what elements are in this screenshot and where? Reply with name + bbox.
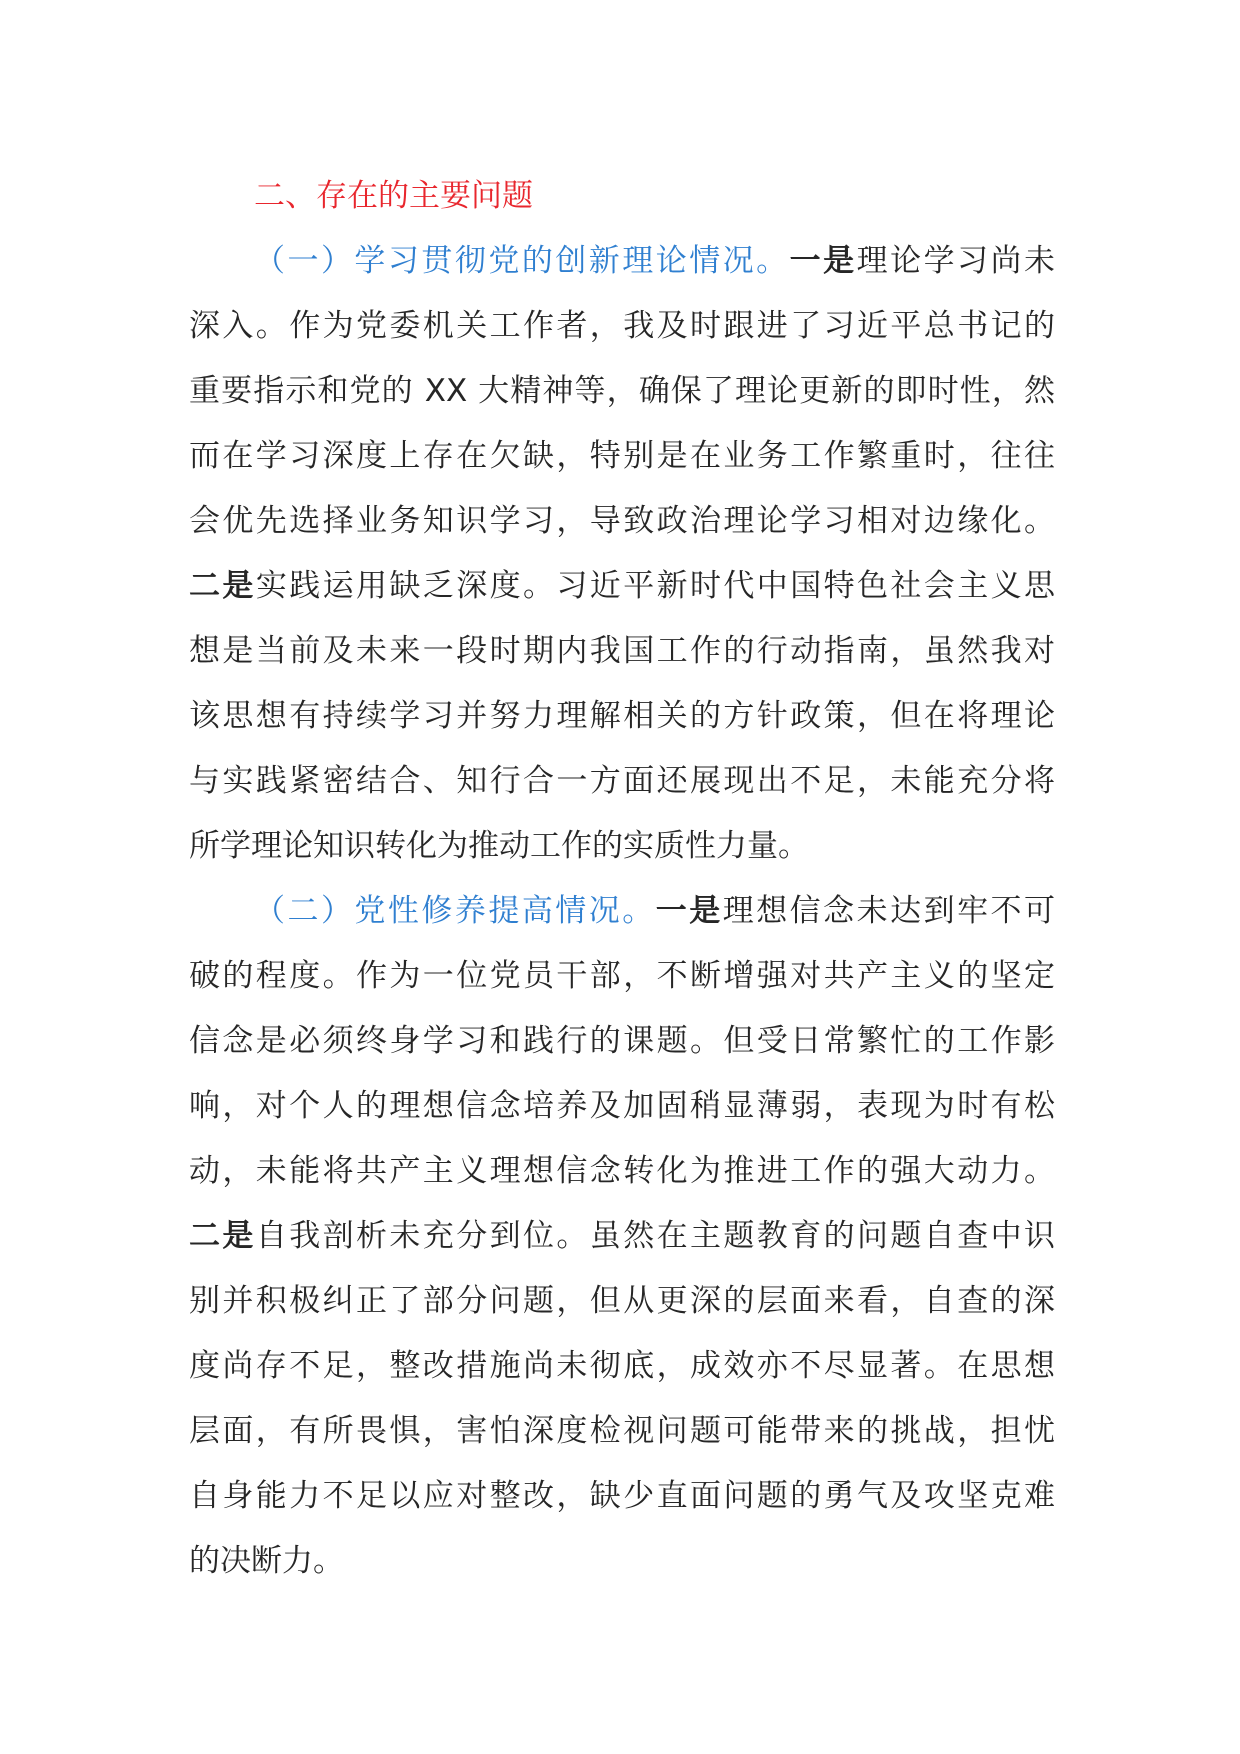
section-heading: 二、存在的主要问题 (254, 178, 533, 214)
body-text: 会优先选择业务知识学习，导致政治理论学习相对边缘化。 (189, 503, 1055, 539)
text-line (189, 944, 1055, 1009)
body-text: 度尚存不足，整改措施尚未彻底，成效亦不尽显著。在思想 (189, 1348, 1055, 1384)
body-text: 而在学习深度上存在欠缺，特别是在业务工作繁重时，往往 (189, 438, 1055, 474)
bold-lead-text: 一是 (789, 243, 857, 279)
text-line (189, 619, 1055, 684)
body-paragraph (189, 879, 1055, 1594)
body-text: 信念是必须终身学习和践行的课题。但受日常繁忙的工作影 (189, 1023, 1055, 1059)
body-text: 自身能力不足以应对整改，缺少直面问题的勇气及攻坚克难 (189, 1478, 1055, 1514)
text-line (189, 1204, 1055, 1269)
text-line (189, 1334, 1055, 1399)
body-text: 响，对个人的理想信念培养及加固稍显薄弱，表现为时有松 (189, 1088, 1055, 1124)
text-line (189, 1009, 1055, 1074)
body-text: 破的程度。作为一位党员干部，不断增强对共产主义的坚定 (189, 958, 1055, 994)
text-line (189, 1464, 1055, 1529)
body-text: 实践运用缺乏深度。习近平新时代中国特色社会主义思 (255, 568, 1055, 604)
subsection-heading: （一）学习贯彻党的创新理论情况。 (254, 243, 790, 279)
bold-lead-text: 一是 (655, 893, 723, 929)
text-line (189, 359, 1055, 424)
text-line (189, 1269, 1055, 1334)
body-text: 重要指示和党的 XX 大精神等，确保了理论更新的即时性，然 (189, 373, 1055, 409)
text-line (189, 749, 1055, 814)
text-line (189, 554, 1055, 619)
text-line (189, 684, 1055, 749)
text-line (189, 489, 1055, 554)
text-line (189, 1529, 1055, 1594)
body-text: 所学理论知识转化为推动工作的实质性力量。 (189, 828, 809, 864)
bold-lead-text: 二是 (189, 568, 256, 604)
body-text: 想是当前及未来一段时期内我国工作的行动指南，虽然我对 (189, 633, 1055, 669)
text-line (189, 814, 1055, 879)
body-text: 理论学习尚未 (856, 243, 1055, 279)
document-body (189, 164, 1055, 1594)
body-text: 动，未能将共产主义理想信念转化为推进工作的强大动力。 (189, 1153, 1055, 1189)
body-text: 深入。作为党委机关工作者，我及时跟进了习近平总书记的 (189, 308, 1055, 344)
subsection-heading: （二）党性修养提高情况。 (254, 893, 656, 929)
body-text: 自我剖析未充分到位。虽然在主题教育的问题自查中识 (255, 1218, 1055, 1254)
body-text: 与实践紧密结合、知行合一方面还展现出不足，未能充分将 (189, 763, 1055, 799)
body-text: 别并积极纠正了部分问题，但从更深的层面来看，自查的深 (189, 1283, 1055, 1319)
bold-lead-text: 二是 (189, 1218, 256, 1254)
text-line (189, 294, 1055, 359)
text-line (189, 1399, 1055, 1464)
body-text: 理想信念未达到牢不可 (722, 893, 1055, 929)
text-line (189, 1139, 1055, 1204)
section-paragraph (189, 164, 1055, 229)
body-text: 层面，有所畏惧，害怕深度检视问题可能带来的挑战，担忧 (189, 1413, 1055, 1449)
body-text: 该思想有持续学习并努力理解相关的方针政策，但在将理论 (189, 698, 1055, 734)
text-line (189, 1074, 1055, 1139)
text-line (189, 229, 1055, 294)
body-paragraph (189, 229, 1055, 879)
text-line (189, 164, 1055, 229)
text-line (189, 879, 1055, 944)
body-text: 的决断力。 (189, 1543, 344, 1579)
text-line (189, 424, 1055, 489)
